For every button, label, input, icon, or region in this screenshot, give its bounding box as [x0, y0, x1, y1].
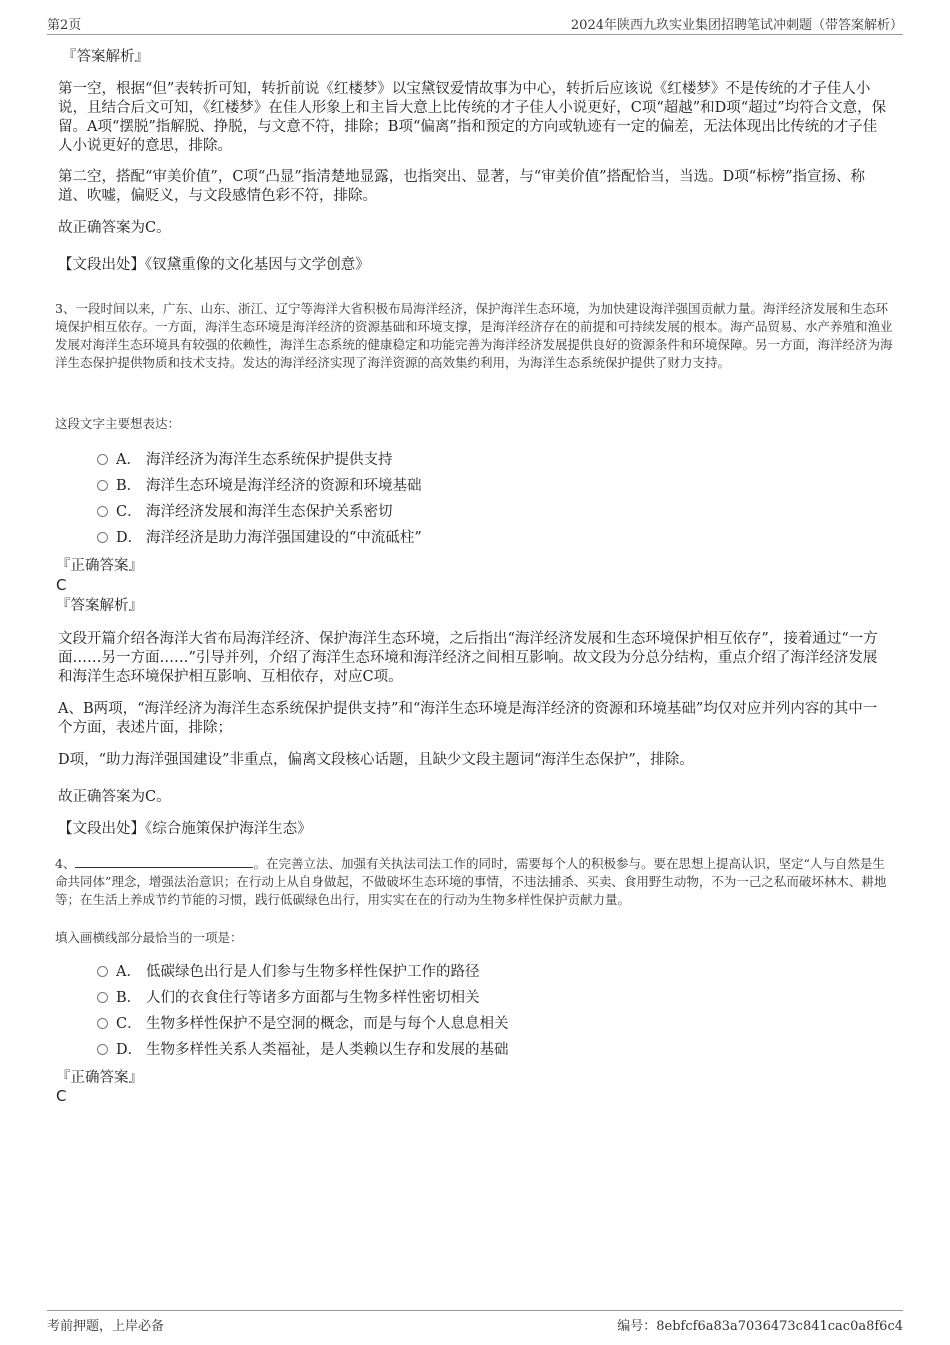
- q3-source: 【文段出处】《综合施策保护海洋生态》: [58, 821, 312, 837]
- q3-stem: 3、一段时间以来，广东、山东、浙江、辽宁等海洋大省积极布局海洋经济，保护海洋生态环境，为加快建设海洋强国贡献力量。海洋经济发展和生态环境保护相互依存。一方面，海洋生态环境是海洋经济的资源基础和环境支撑，是海洋经济存在的前提和可持续发展的根本。海产品贸易、水产养殖和渔业发展对海洋生态环境具有较强的依赖性，海洋生态系统的健康稳定和功能完善为海洋经济发展提供良好的资源条件和环境保障。另一方面，海洋经济为海洋生态保护提供物质和技术支持。发达的海洋经济实现了海洋资源的高效集约利用，为海洋生态系统保护提供了财力支持。: [55, 301, 893, 370]
- q3-option-c[interactable]: C． 海洋经济发展和海洋生态保护关系密切: [97, 503, 393, 521]
- q3-answer-label: 『正确答案』: [56, 558, 143, 574]
- q3-option-d[interactable]: D． 海洋经济是助力海洋强国建设的“中流砥柱”: [97, 529, 422, 547]
- q3-answer: C: [56, 576, 67, 594]
- document-title: 2024年陕西九玖实业集团招聘笔试冲刺题（带答案解析）: [570, 18, 903, 33]
- fill-blank: [75, 855, 253, 868]
- page-footer: [47, 1310, 903, 1335]
- radio-icon[interactable]: [97, 480, 108, 491]
- q4-stem: 4、 。在完善立法、加强有关执法司法工作的同时，需要每个人的积极参与。要在思想上提高认识，坚定“人与自然是生命共同体”理念，增强法治意识；在行动上从自身做起，不做破坏生态环境的事情，不违法捕杀、买卖、食用野生动物，不为一己之私而破坏林木、耕地等；在生活上养成节约节能的习惯，践行低碳绿色出行，用实实在在的行动为生物多样性保护贡献力量。: [55, 856, 887, 907]
- q3-analysis-label: 『答案解析』: [56, 598, 143, 614]
- q4-question: 填入画横线部分最恰当的一项是：: [55, 930, 243, 945]
- document-code: 编号：8ebfcf6a83a7036473c841cac0a8f6c4: [617, 1319, 903, 1334]
- q3-conclusion: 故正确答案为C。: [58, 789, 171, 805]
- radio-icon[interactable]: [97, 1018, 108, 1029]
- q3-analysis-p3: D项，“助力海洋强国建设”非重点，偏离文段核心话题，且缺少文段主题词“海洋生态保护”，排除。: [58, 752, 694, 768]
- page-number: 第2页: [47, 18, 82, 33]
- radio-icon[interactable]: [97, 966, 108, 977]
- q2-conclusion: 故正确答案为C。: [58, 220, 171, 236]
- radio-icon[interactable]: [97, 454, 108, 465]
- footer-slogan: 考前押题，上岸必备: [47, 1319, 165, 1334]
- q3-option-b[interactable]: B． 海洋生态环境是海洋经济的资源和环境基础: [97, 477, 422, 495]
- q2-analysis-label: 『答案解析』: [62, 49, 149, 65]
- q4-option-a[interactable]: A． 低碳绿色出行是人们参与生物多样性保护工作的路径: [97, 963, 480, 981]
- radio-icon[interactable]: [97, 532, 108, 543]
- q3-question: 这段文字主要想表达：: [55, 416, 181, 431]
- q3-option-a[interactable]: A． 海洋经济为海洋生态系统保护提供支持: [97, 451, 393, 469]
- page-header: [47, 14, 903, 35]
- radio-icon[interactable]: [97, 992, 108, 1003]
- q4-option-c[interactable]: C． 生物多样性保护不是空洞的概念，而是与每个人息息相关: [97, 1015, 509, 1033]
- q3-analysis-p2: A、B两项，“海洋经济为海洋生态系统保护提供支持”和“海洋生态环境是海洋经济的资源和环境基础”均仅对应并列内容的其中一个方面，表述片面，排除；: [58, 701, 878, 736]
- q2-analysis-p1: 第一空，根据“但”表转折可知，转折前说《红楼梦》以宝黛钗爱情故事为中心，转折后应该说《红楼梦》不是传统的才子佳人小说，且结合后文可知，《红楼梦》在佳人形象上和主旨大意上比传统的才子佳人小说更好，C项“超越”和D项“超过”均符合文意，保留。A项“摆脱”指解脱、挣脱，与文意不符，排除；B项“偏离”指和预定的方向或轨迹有一定的偏差，无法体现出比传统的才子佳人小说更好的意思，排除。: [58, 81, 887, 154]
- q2-analysis-p2: 第二空，搭配“审美价值”，C项“凸显”指清楚地显露，也指突出、显著，与“审美价值”搭配恰当，当选。D项“标榜”指宣扬、称道、吹嘘，偏贬义，与文段感情色彩不符，排除。: [58, 169, 866, 204]
- q4-option-b[interactable]: B． 人们的衣食住行等诸多方面都与生物多样性密切相关: [97, 989, 480, 1007]
- radio-icon[interactable]: [97, 1044, 108, 1055]
- q4-option-d[interactable]: D． 生物多样性关系人类福祉，是人类赖以生存和发展的基础: [97, 1041, 509, 1059]
- radio-icon[interactable]: [97, 506, 108, 517]
- q4-answer: C: [56, 1087, 67, 1105]
- q3-analysis-p1: 文段开篇介绍各海洋大省布局海洋经济、保护海洋生态环境，之后指出“海洋经济发展和生态环境保护相互依存”，接着通过“一方面……另一方面……”引导并列，介绍了海洋生态环境和海洋经济之间相互影响。故文段为分总分结构，重点介绍了海洋经济发展和海洋生态环境保护相互影响、互相依存，对应C项。: [58, 631, 878, 685]
- q4-answer-label: 『正确答案』: [56, 1070, 143, 1086]
- q2-source: 【文段出处】《钗黛重像的文化基因与文学创意》: [58, 257, 370, 273]
